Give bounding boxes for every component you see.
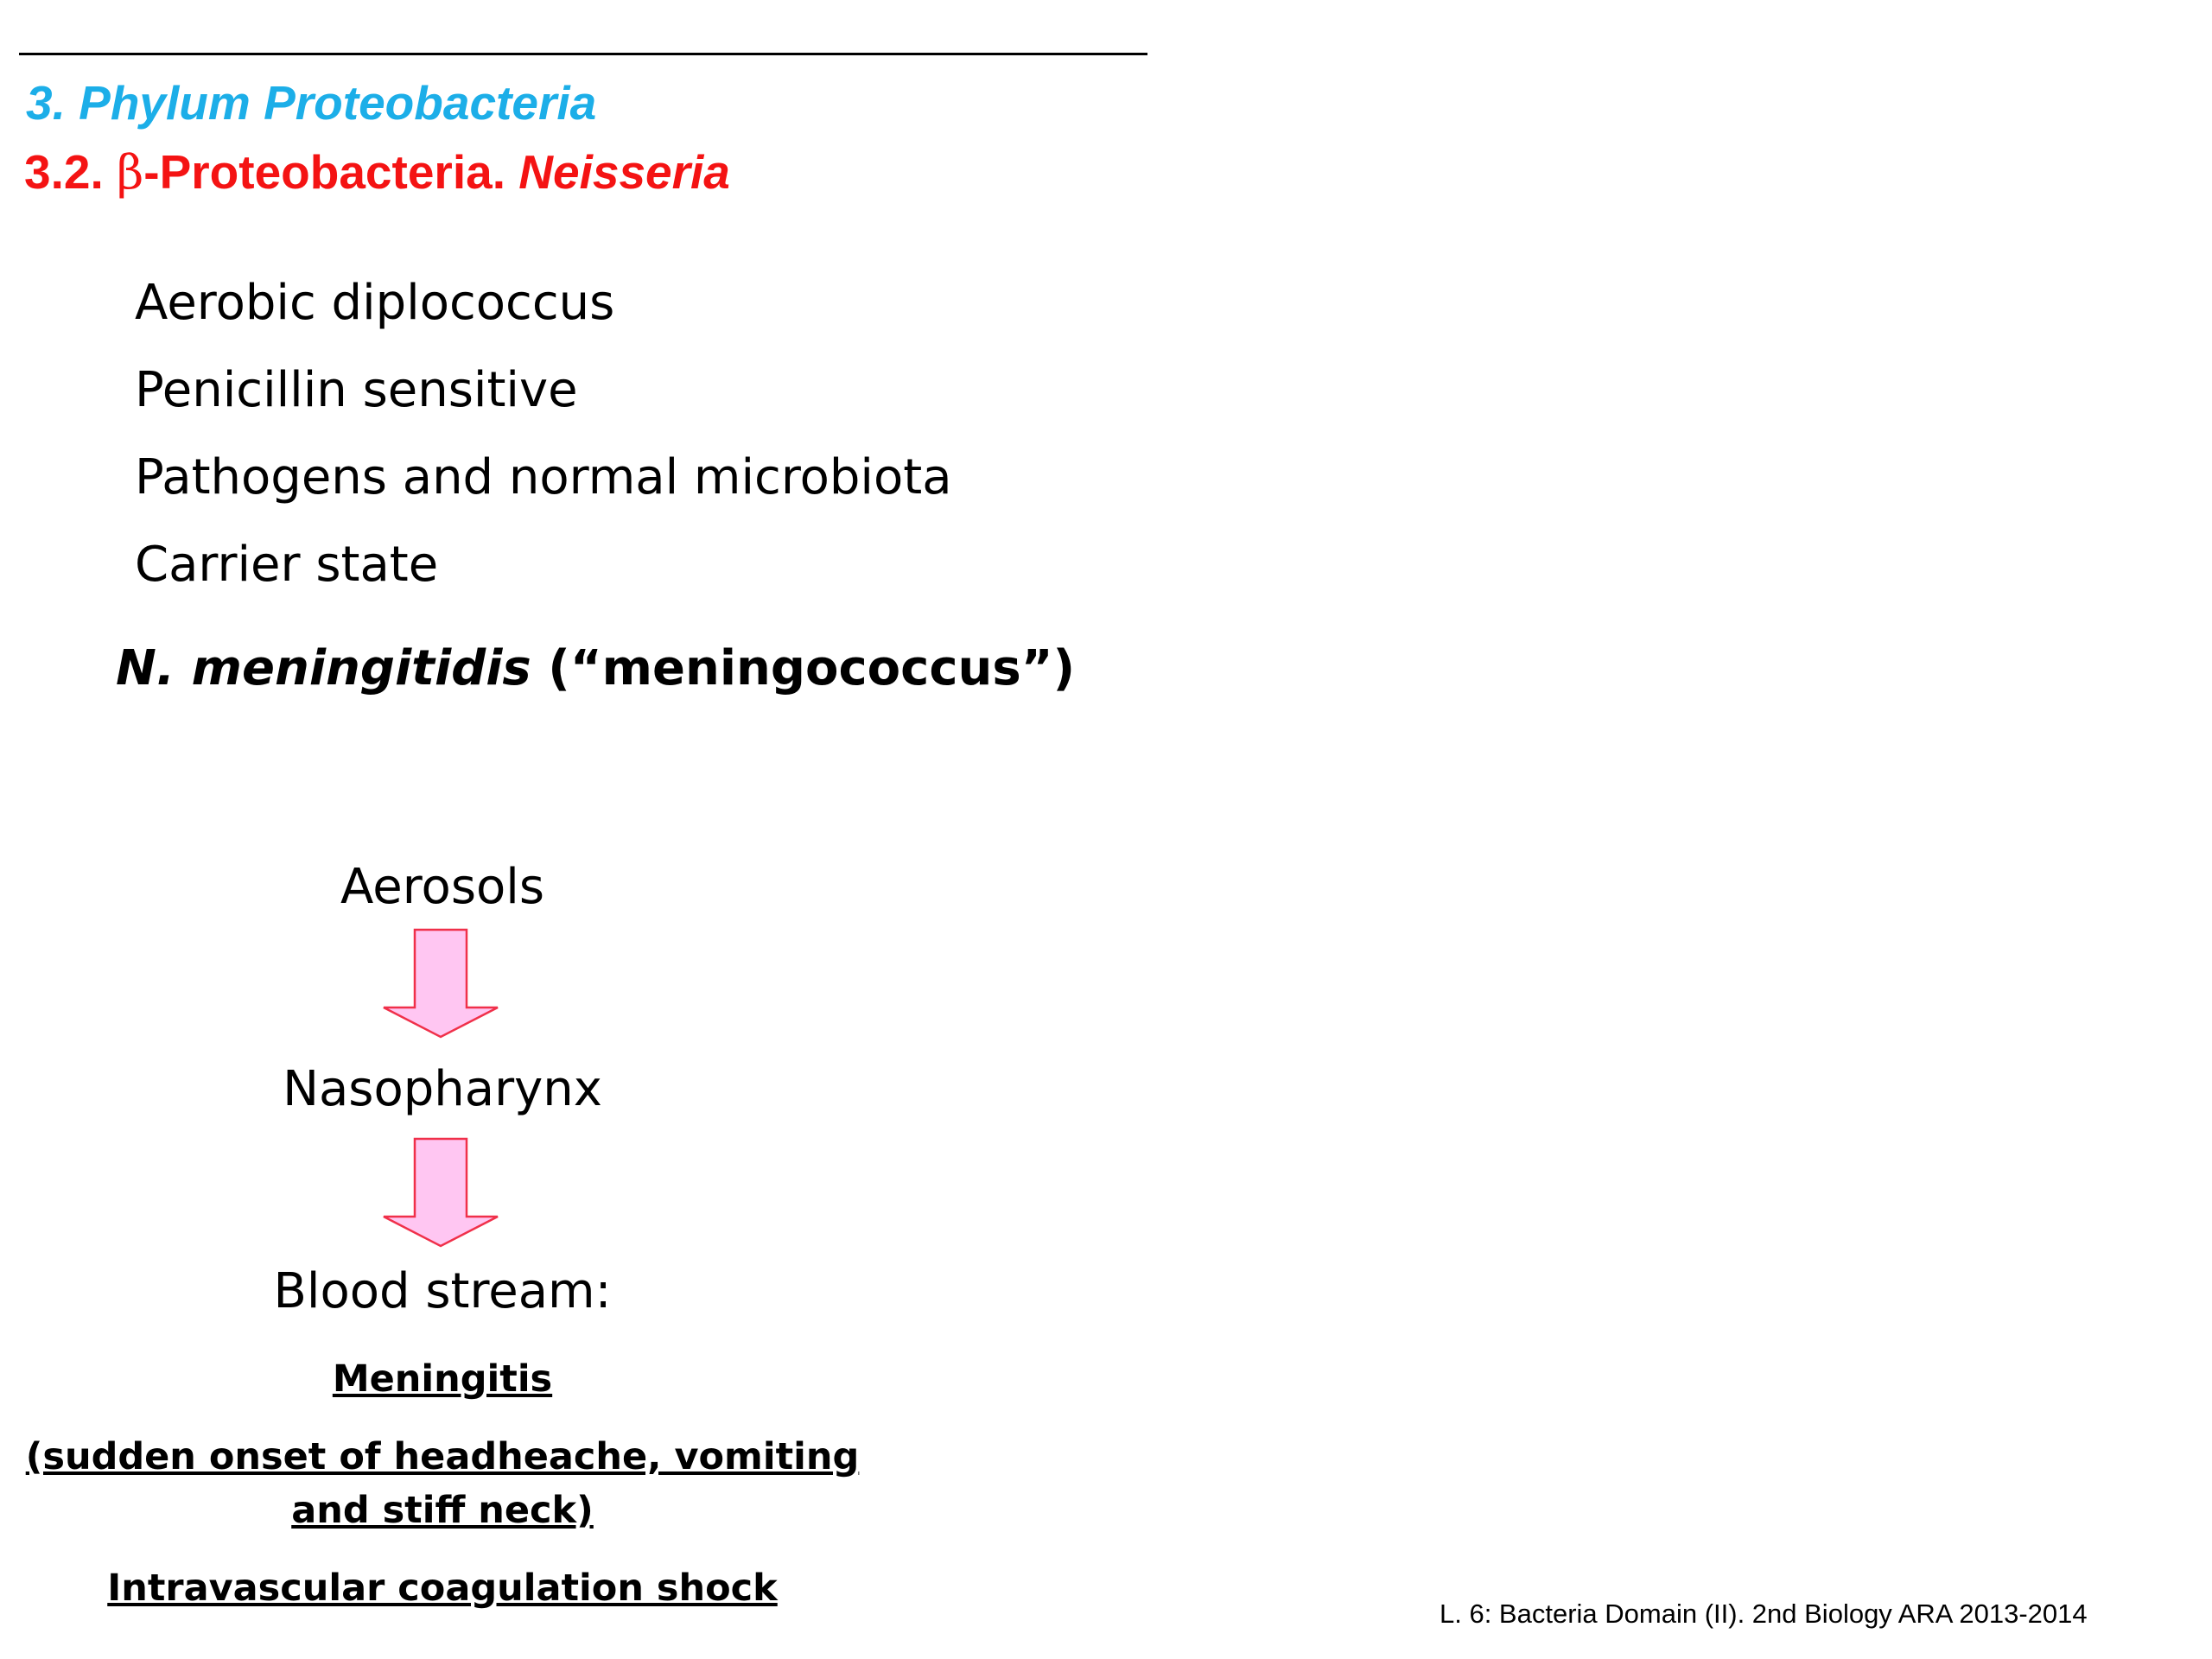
species-common-name: (“meningococcus”) xyxy=(531,640,1076,696)
top-divider xyxy=(19,53,1147,55)
trait-item: Aerobic diplococcus xyxy=(135,275,615,331)
subtitle-middle: -Proteobacteria. xyxy=(143,145,519,199)
trait-item: Penicillin sensitive xyxy=(135,362,578,418)
slide-subtitle xyxy=(24,143,730,201)
slide-title: 3. Phylum Proteobacteria xyxy=(26,76,597,130)
species-heading xyxy=(116,639,1075,698)
subtitle-genus: Neisseria xyxy=(518,145,730,199)
flow-step-nasopharynx: Nasopharynx xyxy=(283,1061,602,1117)
flow-step-aerosols: Aerosols xyxy=(340,859,544,915)
flow-step-blood-stream: Blood stream: xyxy=(273,1263,612,1319)
subtitle-prefix: 3.2. xyxy=(24,145,118,199)
trait-item: Carrier state xyxy=(135,537,439,593)
down-arrow-icon xyxy=(382,1137,499,1248)
trait-list xyxy=(135,275,952,624)
down-arrow-icon xyxy=(382,928,499,1039)
outcome-symptoms-line2: and stiff neck) xyxy=(291,1489,594,1532)
outcome-shock: Intravascular coagulation shock xyxy=(107,1567,778,1610)
outcome-symptoms-line1: (sudden onset of headheache, vomiting xyxy=(25,1435,860,1478)
species-name: N. meningitidis xyxy=(116,640,531,696)
footer-caption: L. 6: Bacteria Domain (II). 2nd Biology ARA 2013-2014 xyxy=(1440,1599,2088,1629)
outcome-meningitis: Meningitis xyxy=(332,1357,553,1401)
trait-item: Pathogens and normal microbiota xyxy=(135,449,952,505)
subtitle-beta-symbol: β xyxy=(117,145,144,200)
